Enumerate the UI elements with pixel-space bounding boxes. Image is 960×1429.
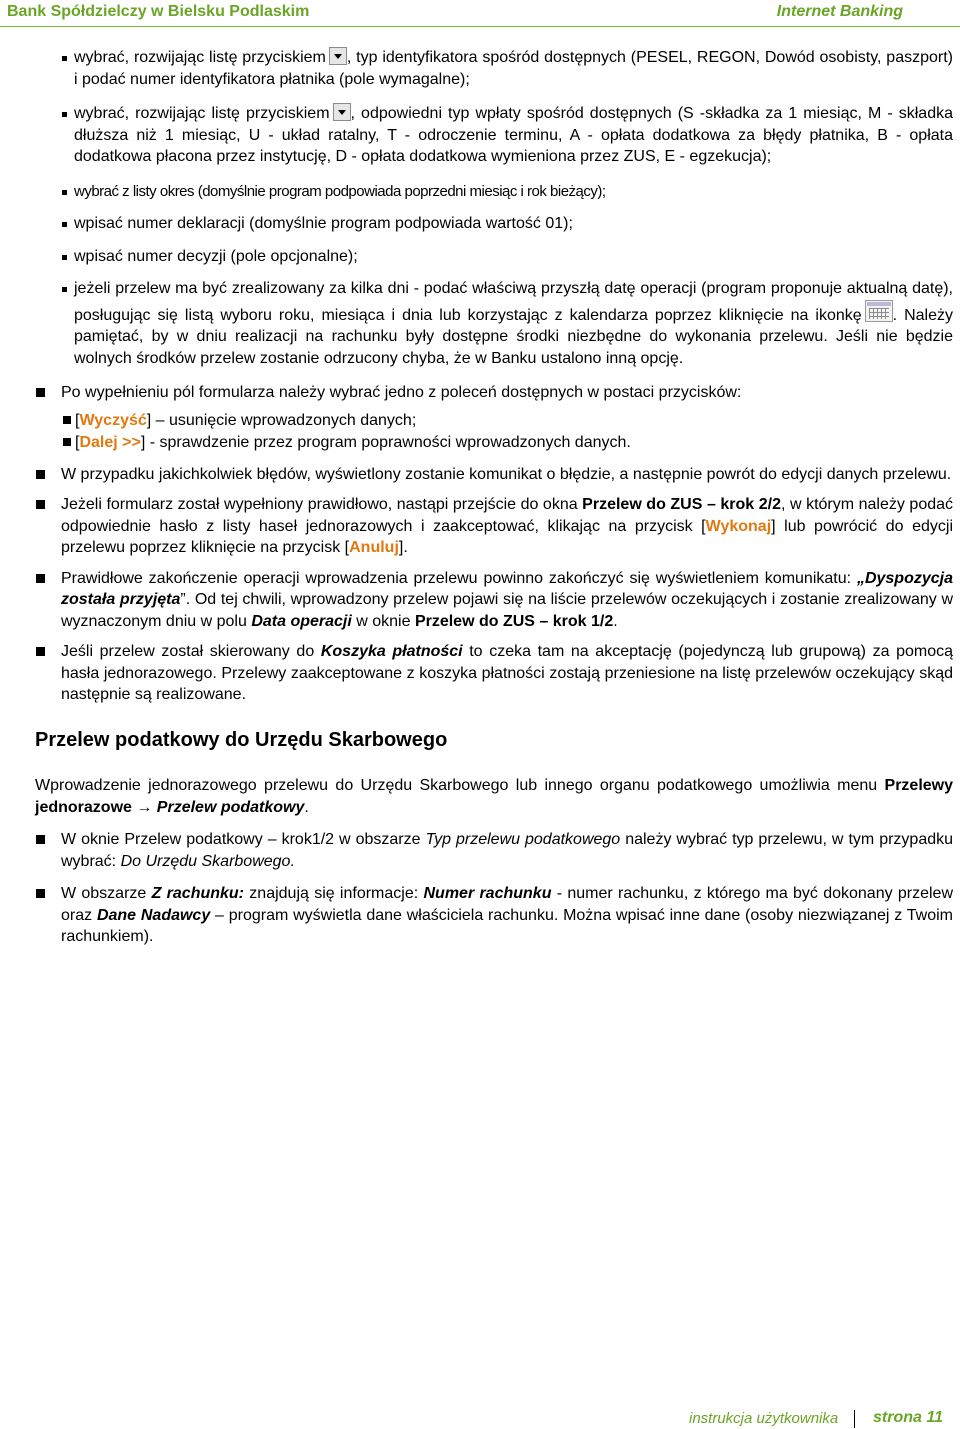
sub-item-period: wybrać z listy okres (domyślnie program podpowiada poprzedni miesiąc i rok bieżący); xyxy=(35,181,953,203)
main-item-basket: Jeśli przelew został skierowany do Koszyka płatności to czeka tam na akceptację (pojedynczą lub grupową) za pomocą hasła jednorazowego. Przelewy zaakceptowane z koszyka płatności zostają przeniesione na listę przelewów oczekujący skąd następnie są realizowane. xyxy=(35,641,953,706)
footer-page: strona 11 xyxy=(873,1409,943,1426)
dropdown-arrow-icon xyxy=(329,47,347,65)
sub-item-next: [Dalej >>] - sprawdzenie przez program poprawności wprowadzonych danych. xyxy=(35,432,953,454)
document-body xyxy=(35,47,953,957)
sub-item-clear: [Wyczyść] – usunięcie wprowadzonych danych; xyxy=(35,410,953,432)
product-name: Internet Banking xyxy=(776,3,903,20)
clear-button-label: Wyczyść xyxy=(79,411,147,429)
section-title: Przelew podatkowy do Urzędu Skarbowego xyxy=(35,728,448,751)
page-header xyxy=(0,0,960,27)
main-item-errors: W przypadku jakichkolwiek błędów, wyświetlony zostanie komunikat o błędzie, a następnie powrót do edycji danych przelewu. xyxy=(35,464,953,486)
sub-item-date: jeżeli przelew ma być zrealizowany za kilka dni - podać właściwą przyszłą datę operacji (program proponuje aktualną datę), posługując się listą wyboru roku, miesiąca i dnia lub korzystając z kalendarza poprzez kliknięcie na ikonkę . Należy pamiętać, by w dniu realizacji na rachunku były dostępne środki niezbędne do wykonania przelewu. Jeśli nie będzie wolnych środków przelew zostanie odrzucony chyba, że w Banku ustalono inną opcję. xyxy=(35,278,953,369)
page-footer xyxy=(0,1408,960,1429)
section-intro: Wprowadzenie jednorazowego przelewu do Urzędu Skarbowego lub innego organu podatkowego umożliwia menu Przelewy jednorazowe → Przelew podatkowy. xyxy=(35,777,953,816)
main-item-step2: Jeżeli formularz został wypełniony prawidłowo, nastąpi przejście do okna Przelew do ZUS – krok 2/2, w którym należy podać odpowiednie hasło z listy haseł jednorazowych i zaakceptować, klikając na przycisk [Wykonaj] lub powrócić do edycji przelewu poprzez kliknięcie na przycisk [Anuluj]. xyxy=(35,494,953,559)
sub-item-declaration: wpisać numer deklaracji (domyślnie program podpowiada wartość 01); xyxy=(35,213,953,235)
main-item-tax-type: W oknie Przelew podatkowy – krok1/2 w obszarze Typ przelewu podatkowego należy wybrać typ przelewu, w tym przypadku wybrać: Do Urzędu Skarbowego. xyxy=(35,829,953,872)
calendar-icon xyxy=(865,300,893,322)
page-number: 11 xyxy=(926,1409,943,1426)
dropdown-arrow-icon xyxy=(333,103,351,121)
main-item-buttons: Po wypełnieniu pól formularza należy wybrać jedno z poleceń dostępnych w postaci przycisków: xyxy=(35,382,953,404)
bank-name: Bank Spółdzielczy w Bielsku Podlaskim xyxy=(7,3,310,20)
footer-separator xyxy=(854,1410,855,1428)
next-button-label: Dalej >> xyxy=(79,434,141,451)
sub-item-identifier: wybrać, rozwijając listę przyciskiem , typ identyfikatora spośród dostępnych (PESEL, REGON, Dowód osobisty, paszport) i podać numer identyfikatora płatnika (pole wymagalne); xyxy=(35,47,953,90)
cancel-button-label: Anuluj xyxy=(349,539,399,556)
main-item-from-account: W obszarze Z rachunku: znajdują się informacje: Numer rachunku - numer rachunku, z którego ma być dokonany przelew oraz Dane Nadawcy – program wyświetla dane właściciela rachunku. Można wpisać inne dane (osoby niezwiązanej z Twoim rachunkiem). xyxy=(35,883,953,948)
sub-item-payment-type: wybrać, rozwijając listę przyciskiem , odpowiedni typ wpłaty spośród dostępnych (S -składka za 1 miesiąc, M - składka dłuższa niż 1 miesiąc, U - układ ratalny, T - odroczenie terminu, A - opłata dodatkowa za błędy płatnika, B - opłata dodatkowa płacona przez instytucję, D - opłata dodatkowa wymieniona przez ZUS, E - egzekucja); xyxy=(35,103,953,168)
sub-item-decision: wpisać numer decyzji (pole opcjonalne); xyxy=(35,246,953,268)
footer-manual: instrukcja użytkownika xyxy=(689,1410,839,1427)
arrow-right-icon: → xyxy=(131,798,157,816)
main-item-success: Prawidłowe zakończenie operacji wprowadzenia przelewu powinno zakończyć się wyświetleniem komunikatu: „Dyspozycja została przyjęta”. Od tej chwili, wprowadzony przelew pojawi się na liście przelewów oczekujących i zostanie zrealizowany w wyznaczonym dniu w polu Data operacji w oknie Przelew do ZUS – krok 1/2. xyxy=(35,568,953,633)
execute-button-label: Wykonaj xyxy=(705,517,772,535)
